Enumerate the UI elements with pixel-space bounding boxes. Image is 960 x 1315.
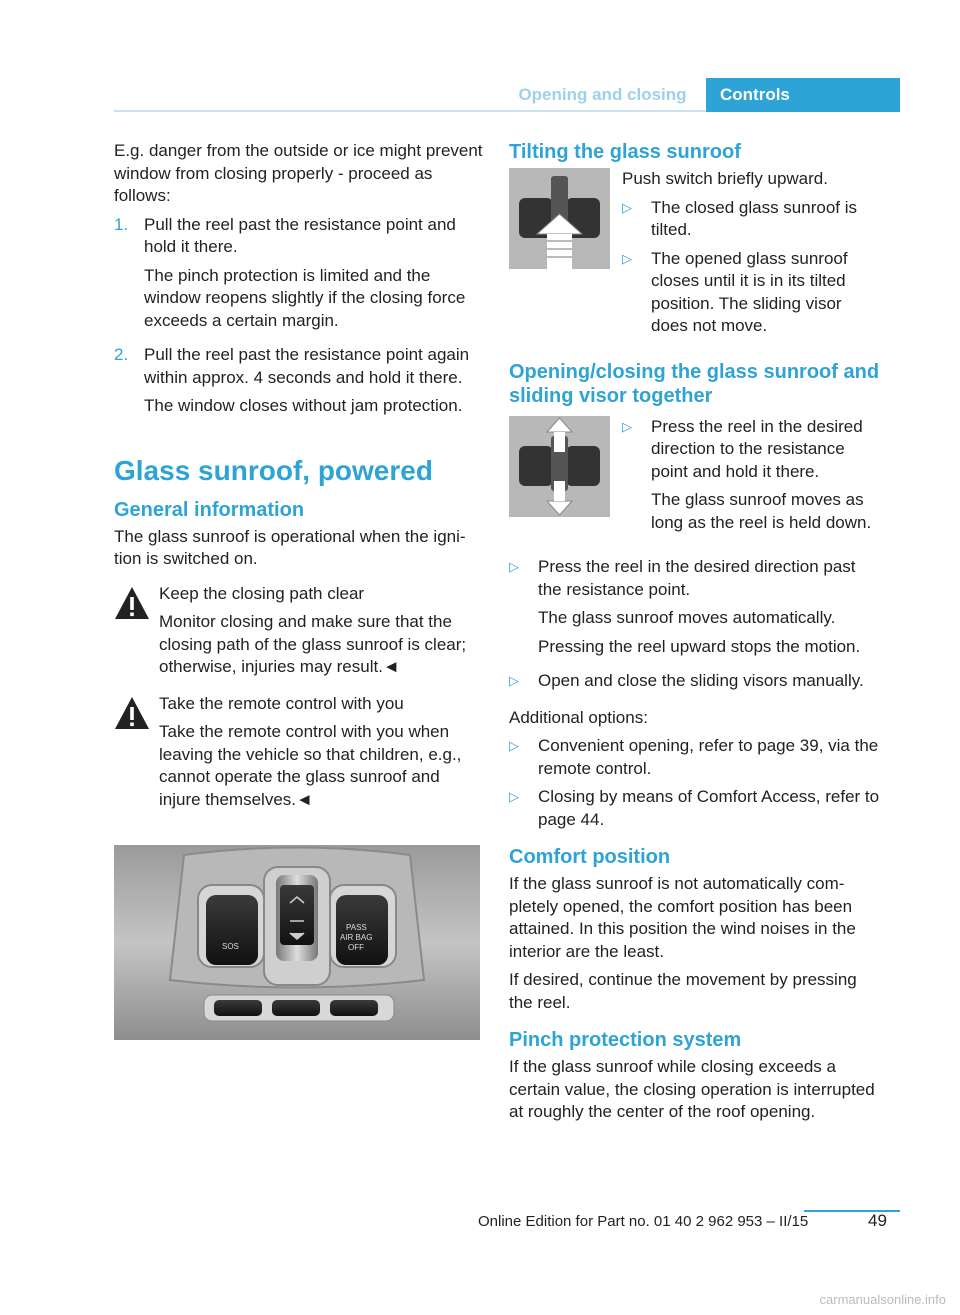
additional-bullet (509, 786, 881, 831)
warning-triangle-icon (114, 585, 150, 621)
step-number: 1. (114, 214, 129, 234)
tilt-block (509, 168, 881, 344)
comfort-text: If desired, continue the movement by pressing the reel. (509, 970, 857, 1012)
airbag-label-2: AIR BAG (340, 933, 373, 942)
bullet-subtext: The glass sunroof moves automatically. (538, 608, 836, 627)
together-heading: Opening/closing the glass sunroof and sliding visor together (509, 360, 880, 407)
bullet-icon: ▷ (622, 250, 632, 266)
sos-label: SOS (222, 942, 239, 951)
tilt-intro: Push switch briefly upward. (622, 169, 828, 188)
airbag-label-1: PASS (346, 923, 367, 932)
general-info-heading: General information (114, 498, 305, 521)
together-bullet (509, 556, 881, 664)
warning-triangle-icon (114, 695, 150, 731)
bullet-icon: ▷ (509, 738, 519, 753)
tilt-heading: Tilting the glass sunroof (509, 141, 741, 163)
step-number: 2. (114, 345, 129, 364)
step-2 (114, 344, 484, 424)
step-subtext: The pinch protection is limited and the window reopens slightly if the closing force exceeds a certain margin. (144, 265, 466, 330)
header-section: Opening and closing (518, 85, 687, 104)
bullet-text: The closed glass sunroof is tilted. (651, 197, 857, 239)
bullet-text: Convenient opening, refer to page 39, via the remote control. (538, 736, 879, 778)
bullet-icon: ▷ (622, 418, 632, 434)
pinch-heading: Pinch protection system (509, 1029, 742, 1051)
general-info-text: The glass sunroof is operational when the ignition is switched on. (114, 526, 466, 568)
bullet-text: The opened glass sunroof closes until it is in its tilted position. The sliding visor does not move. (651, 248, 848, 335)
bullet-subtext: The glass sunroof moves as long as the reel is held down. (651, 490, 872, 532)
step-text: Pull the reel past the resistance point and hold it there. (144, 214, 456, 256)
comfort-heading: Comfort position (509, 846, 671, 868)
bullet-text: Press the reel in the desired direction past the resistance point. (538, 557, 856, 599)
footer-edition: Online Edition for Part no. 01 40 2 962 953 – II/15 (478, 1213, 809, 1230)
bullet-text: Open and close the sliding visors manually. (538, 671, 864, 690)
tilt-bullet (622, 197, 881, 242)
bullet-icon: ▷ (509, 789, 519, 804)
step-text: Pull the reel past the resistance point again within approx. 4 seconds and hold it there. (144, 345, 470, 387)
warning-text: Monitor closing and make sure that the closing path of the glass sunroof is clear; otherwise, injuries may result.◄ (159, 612, 467, 676)
watermark: carmanualsonline.info (819, 1292, 946, 1307)
additional-options-label: Additional options: (509, 707, 648, 727)
together-bullet (509, 670, 881, 693)
warning-text: Take the remote control with you when leaving the vehicle so that children, e.g., cannot operate the glass sunroof and injure themselves.◄ (159, 722, 462, 809)
bullet-icon: ▷ (509, 559, 519, 574)
bullet-subtext: Pressing the reel upward stops the motion. (538, 636, 861, 656)
bullet-text: Closing by means of Comfort Access, refer to page 44. (538, 787, 880, 829)
left-column (114, 140, 484, 825)
bullet-icon: ▷ (509, 673, 519, 688)
step-subtext: The window closes without jam protection. (144, 396, 463, 415)
reel-up-down-illustration (509, 416, 610, 517)
header-chapter-tab: Controls (706, 78, 900, 112)
warning-remote-control (114, 693, 484, 812)
step-1 (114, 214, 484, 339)
warning-closing-path (114, 583, 484, 679)
intro-text: E.g. danger from the outside or ice might prevent window from closing properly - proceed as follows: (114, 141, 483, 205)
warning-title: Keep the closing path clear (159, 583, 365, 603)
airbag-label-3: OFF (348, 943, 364, 952)
right-column (509, 140, 881, 1130)
pinch-text: If the glass sunroof while closing exceeds a certain value, the closing operation is interrupted at roughly the center of the roof opening. (509, 1057, 875, 1121)
bullet-text: Press the reel in the desired direction to the resistance point and hold it there. (651, 416, 863, 481)
section-title: Glass sunroof, powered (114, 454, 433, 486)
warning-title: Take the remote control with you (159, 693, 404, 713)
reel-up-illustration (509, 168, 610, 269)
page-number: 49 (868, 1211, 887, 1230)
overhead-console-photo (114, 845, 480, 1040)
together-block (509, 416, 881, 547)
together-bullet (622, 416, 881, 541)
comfort-text: If the glass sunroof is not automatically completely opened, the comfort position has been attained. In this position the wind noises in the interior are the least. (509, 874, 856, 961)
bullet-icon: ▷ (622, 199, 632, 215)
additional-bullet (509, 735, 881, 780)
tilt-bullet (622, 248, 881, 338)
